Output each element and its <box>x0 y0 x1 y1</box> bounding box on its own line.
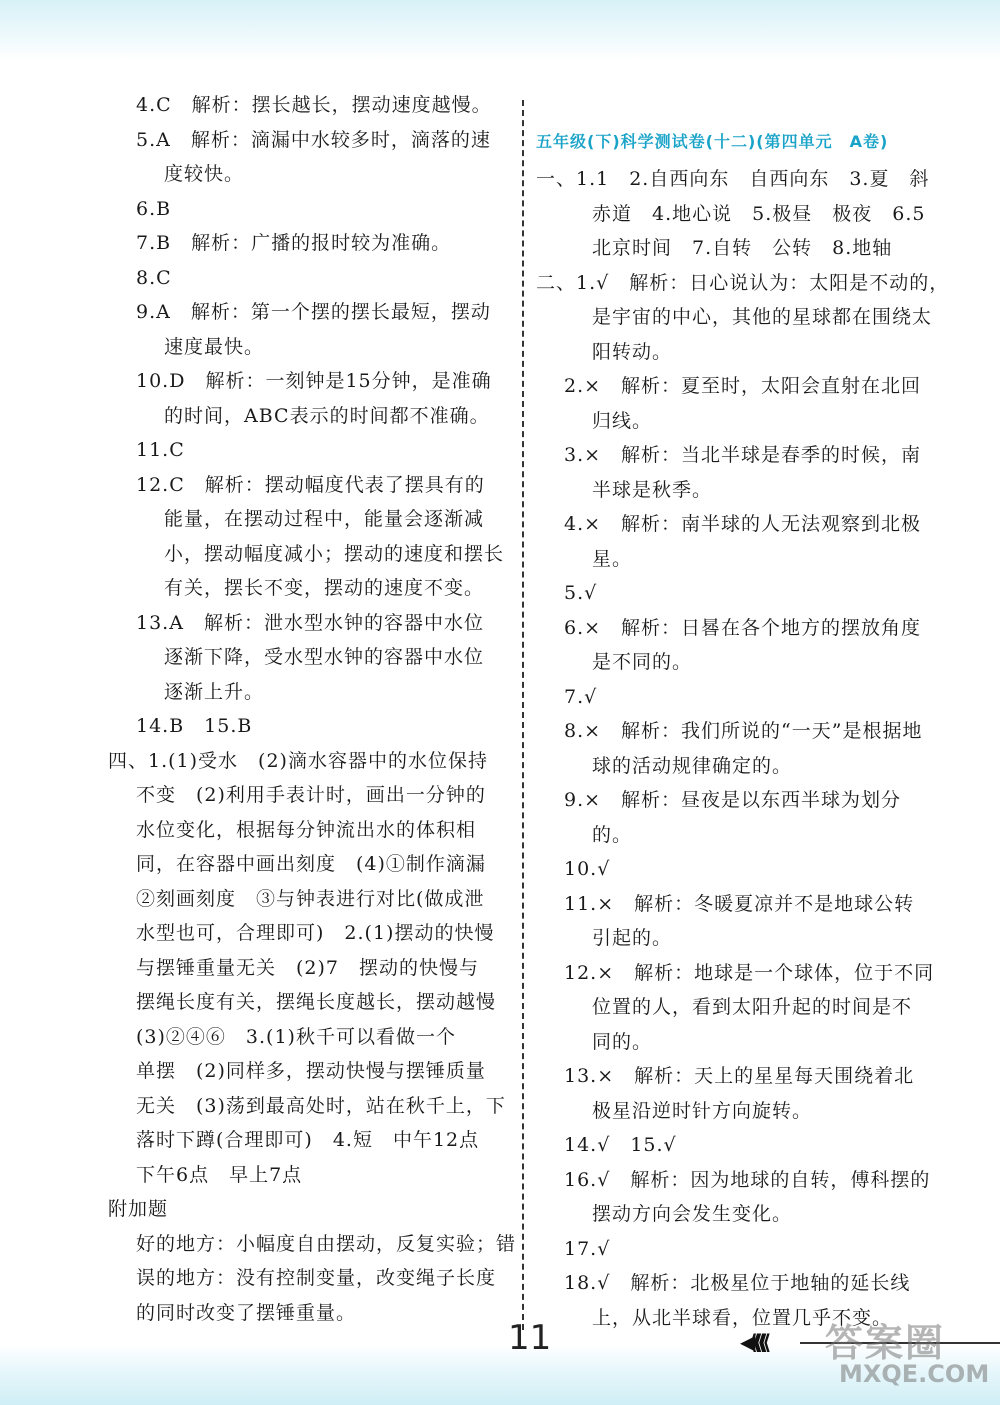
answer-line: 的。 <box>592 823 633 846</box>
answer-line: 位置的人，看到太阳升起的时间是不 <box>592 996 913 1018</box>
answer-line: 不变 (2)利用手表计时，画出一分钟的 <box>136 784 486 806</box>
answer-line: 速度最快。 <box>164 335 265 358</box>
section-title: 五年级(下)科学测试卷(十二)(第四单元 A卷) <box>536 132 889 151</box>
answer-line: 3.× 解析：当北半球是春季的时候，南 <box>564 444 922 466</box>
answer-line: 14.B 15.B <box>136 715 253 737</box>
answer-line: 好的地方：小幅度自由摆动，反复实验；错 <box>136 1232 517 1255</box>
answer-line: 与摆锤重量无关 (2)7 摆动的快慢与 <box>136 956 480 979</box>
answer-line: 7.√ <box>564 685 598 708</box>
answer-line: 逐渐上升。 <box>164 680 265 703</box>
column-divider <box>522 100 524 1330</box>
answer-line: 附加题 <box>108 1198 169 1220</box>
answer-line: 是宇宙的中心，其他的星球都在围绕太 <box>592 306 933 328</box>
answer-line: 摆绳长度有关，摆绳长度越长，摆动越慢 <box>136 991 497 1013</box>
page-number: 11 <box>508 1318 552 1358</box>
answer-line: 10.D 解析：一刻钟是15分钟，是准确 <box>136 370 492 392</box>
answer-line: 7.B 解析：广播的报时较为准确。 <box>136 232 452 254</box>
answer-line: 能量，在摆动过程中，能量会逐渐减 <box>164 508 485 530</box>
answer-line: 9.× 解析：昼夜是以东西半球为划分 <box>564 789 902 811</box>
answer-line: 12.× 解析：地球是一个球体，位于不同 <box>564 961 935 984</box>
answer-line: 的同时改变了摆锤重量。 <box>136 1301 357 1324</box>
answer-line: 归线。 <box>592 409 653 432</box>
answer-line: 17.√ <box>564 1237 611 1260</box>
answer-line: 是不同的。 <box>592 651 693 673</box>
answer-line: 6.× 解析：日晷在各个地方的摆放角度 <box>564 616 922 639</box>
answer-line: 的时间，ABC表示的时间都不准确。 <box>164 404 490 427</box>
answer-line: 北京时间 7.自转 公转 8.地轴 <box>592 237 893 259</box>
watermark-url: MXQE.COM <box>839 1360 990 1388</box>
answer-line: 6.B <box>136 197 172 220</box>
answer-line: 单摆 (2)同样多，摆动快慢与摆锤质量 <box>136 1060 486 1082</box>
answer-line: 阳转动。 <box>592 340 673 363</box>
answer-line: 引起的。 <box>592 927 673 949</box>
answer-line: 8.C <box>136 266 172 289</box>
answer-line: 星。 <box>592 547 633 570</box>
answer-line: 5.√ <box>564 582 598 604</box>
answer-line: 赤道 4.地心说 5.极昼 极夜 6.5 <box>592 202 926 225</box>
answer-line: 无关 (3)荡到最高处时，站在秋千上，下 <box>136 1094 506 1117</box>
answer-line: 4.× 解析：南半球的人无法观察到北极 <box>564 513 922 535</box>
answer-line: 水位变化，根据每分钟流出水的体积相 <box>136 818 477 841</box>
answer-line: ②刻画刻度 ③与钟表进行对比(做成泄 <box>136 887 485 910</box>
answer-line: 9.A 解析：第一个摆的摆长最短，摆动 <box>136 301 491 323</box>
answer-line: 2.× 解析：夏至时，太阳会直射在北回 <box>564 375 922 397</box>
arrow-decoration-icon: ◀⟪⟪⟪ <box>740 1330 765 1354</box>
answer-line: 13.× 解析：天上的星星每天围绕着北 <box>564 1065 915 1087</box>
answer-line: 落时下蹲(合理即可) 4.短 中午12点 <box>136 1129 480 1151</box>
answer-line: 5.A 解析：滴漏中水较多时，滴落的速 <box>136 128 491 151</box>
answer-line: 12.C 解析：摆动幅度代表了摆具有的 <box>136 473 485 496</box>
answer-line: 四、1.(1)受水 (2)滴水容器中的水位保持 <box>108 749 488 772</box>
answer-line: 8.× 解析：我们所说的“一天”是根据地 <box>564 720 923 742</box>
answer-line: 球的活动规律确定的。 <box>592 754 793 777</box>
answer-line: 有关，摆长不变，摆动的速度不变。 <box>164 577 485 599</box>
answer-line: 半球是秋季。 <box>592 478 713 501</box>
answer-line: 二、1.√ 解析：日心说认为：太阳是不动的， <box>536 271 950 294</box>
answer-line: 误的地方：没有控制变量，改变绳子长度 <box>136 1267 497 1289</box>
top-decorative-band <box>0 0 1000 60</box>
answer-line: 下午6点 早上7点 <box>136 1163 303 1186</box>
answer-line: 一、1.1 2.自西向东 自西向东 3.夏 斜 <box>536 168 930 190</box>
answer-line: 度较快。 <box>164 163 245 185</box>
answer-line: 4.C 解析：摆长越长，摆动速度越慢。 <box>136 94 492 116</box>
answer-line: 13.A 解析：泄水型水钟的容器中水位 <box>136 611 484 634</box>
answer-line: 10.√ <box>564 858 611 880</box>
answer-line: 18.√ 解析：北极星位于地轴的延长线 <box>564 1272 911 1294</box>
answer-line: 16.√ 解析：因为地球的自转，傅科摆的 <box>564 1168 931 1191</box>
answer-line: 14.√ 15.√ <box>564 1134 677 1156</box>
answer-line: 小，摆动幅度减小；摆动的速度和摆长 <box>164 542 505 565</box>
answer-line: 水型也可，合理即可) 2.(1)摆动的快慢 <box>136 922 495 944</box>
answer-line: 11.C <box>136 439 185 461</box>
answer-line: 摆动方向会发生变化。 <box>592 1203 793 1225</box>
answer-line: 同的。 <box>592 1030 653 1053</box>
left-answer-column <box>108 88 517 1330</box>
watermark-logo: 答案圈 <box>825 1321 946 1365</box>
answer-line: 逐渐下降，受水型水钟的容器中水位 <box>164 646 485 668</box>
answer-line: 上，从北半球看，位置几乎不变。 <box>592 1306 893 1329</box>
answer-line: (3)②④⑥ 3.(1)秋千可以看做一个 <box>136 1025 456 1048</box>
answer-line: 11.× 解析：冬暖夏凉并不是地球公转 <box>564 892 915 915</box>
answer-line: 同，在容器中画出刻度 (4)①制作滴漏 <box>136 853 486 875</box>
watermark <box>825 1312 1000 1392</box>
right-answer-column <box>536 124 954 1335</box>
answer-line: 极星沿逆时针方向旋转。 <box>592 1099 813 1122</box>
